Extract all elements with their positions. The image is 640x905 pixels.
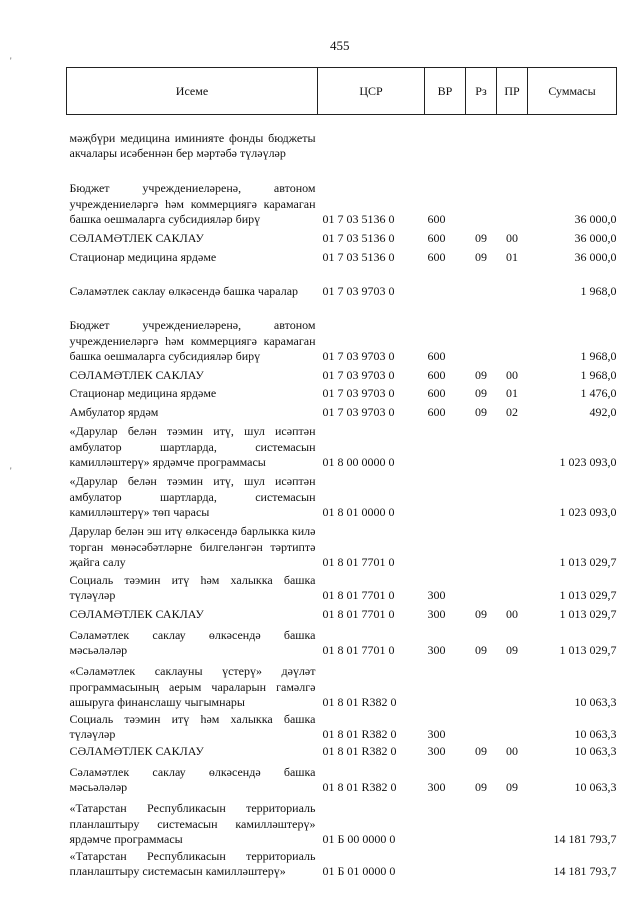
row-sum: 1 968,0 bbox=[580, 284, 617, 298]
row-sum: 14 181 793,7 bbox=[553, 864, 617, 878]
row-rz bbox=[466, 522, 497, 572]
row-sum: 1 013 029,7 bbox=[559, 555, 617, 569]
column-header-sum: Суммасы bbox=[528, 68, 617, 115]
row-csr: 01 Б 00 0000 0 bbox=[322, 832, 396, 846]
row-sum: 36 000,0 bbox=[574, 212, 617, 226]
table-row bbox=[67, 572, 617, 605]
row-rz bbox=[466, 301, 497, 366]
row-rz: 09 bbox=[475, 386, 487, 400]
row-name: Бюджет учреждениеләренә, автоном учреждениеләргә һәм коммерциягә карамаган башка оешмаларга субсидияләр бирү bbox=[69, 181, 316, 226]
row-rz bbox=[466, 267, 497, 301]
row-csr: 01 7 03 9703 0 bbox=[322, 284, 395, 298]
row-csr: 01 8 01 R382 0 bbox=[322, 780, 397, 794]
row-vr bbox=[425, 797, 466, 849]
row-vr: 300 bbox=[427, 744, 446, 758]
row-sum: 1 013 029,7 bbox=[559, 643, 617, 657]
table-row bbox=[67, 605, 617, 624]
page-number: 455 bbox=[330, 38, 350, 53]
row-pr: 00 bbox=[506, 607, 518, 621]
row-rz: 09 bbox=[475, 368, 487, 382]
table-row bbox=[67, 849, 617, 881]
column-header-pr: ПР bbox=[497, 68, 528, 115]
row-name: СӘЛАМӘТЛЕК САКЛАУ bbox=[69, 368, 204, 382]
row-vr: 600 bbox=[427, 368, 446, 382]
row-sum: 1 023 093,0 bbox=[559, 505, 617, 519]
row-csr: 01 8 01 7701 0 bbox=[322, 588, 395, 602]
row-pr: 09 bbox=[506, 643, 518, 657]
row-vr: 600 bbox=[427, 386, 446, 400]
row-vr bbox=[425, 267, 466, 301]
table-row bbox=[67, 403, 617, 422]
row-pr: 00 bbox=[506, 368, 518, 382]
row-name: Сәламәтлек саклау өлкәсендә башка мәсьәләләр bbox=[69, 764, 316, 794]
row-csr: 01 7 03 9703 0 bbox=[322, 386, 395, 400]
row-pr: 01 bbox=[506, 250, 518, 264]
table-row bbox=[67, 267, 617, 301]
table-row bbox=[67, 472, 617, 522]
row-csr: 01 7 03 5136 0 bbox=[322, 231, 395, 245]
row-pr bbox=[497, 422, 528, 472]
row-name: «Дарулар белән тәэмин итү, шул исәптән амбулатор шартларда, системасын камилләштерү» ярдәмче программасы bbox=[69, 424, 316, 469]
row-csr: 01 8 01 0000 0 bbox=[322, 505, 395, 519]
row-csr: 01 7 03 9703 0 bbox=[322, 349, 395, 363]
row-csr: 01 8 01 R382 0 bbox=[322, 695, 397, 709]
row-pr bbox=[497, 522, 528, 572]
row-sum: 36 000,0 bbox=[574, 250, 617, 264]
row-name: «Дарулар белән тәэмин итү, шул исәптән амбулатор шартларда, системасын камилләштерү» төп чарасы bbox=[69, 474, 316, 519]
row-rz: 09 bbox=[475, 643, 487, 657]
row-name: «Сәламәтлек саклауны үстерү» дәүләт программасының аерым чараларын гамәлгә ашыруга финанслашу чыгымнары bbox=[69, 664, 316, 709]
row-pr: 01 bbox=[506, 386, 518, 400]
row-pr bbox=[497, 849, 528, 881]
table-row bbox=[67, 712, 617, 744]
row-rz bbox=[466, 572, 497, 605]
row-vr: 600 bbox=[427, 250, 446, 264]
row-rz bbox=[466, 797, 497, 849]
row-rz bbox=[466, 472, 497, 522]
table-row bbox=[67, 624, 617, 660]
row-sum: 1 013 029,7 bbox=[559, 607, 617, 621]
row-vr: 300 bbox=[427, 727, 446, 741]
row-csr: 01 8 01 7701 0 bbox=[322, 643, 395, 657]
column-header-vr: ВР bbox=[425, 68, 466, 115]
column-header-csr: ЦСР bbox=[318, 68, 425, 115]
row-csr: 01 8 01 7701 0 bbox=[322, 555, 395, 569]
row-sum bbox=[528, 115, 617, 163]
row-pr: 00 bbox=[506, 744, 518, 758]
row-sum: 14 181 793,7 bbox=[553, 832, 617, 846]
row-vr: 300 bbox=[427, 643, 446, 657]
margin-mark: ' bbox=[10, 56, 12, 66]
row-name: Стационар медицина ярдәме bbox=[69, 386, 217, 400]
row-csr: 01 7 03 5136 0 bbox=[322, 212, 395, 226]
row-name: СӘЛАМӘТЛЕК САКЛАУ bbox=[69, 744, 204, 758]
row-rz: 09 bbox=[475, 607, 487, 621]
row-pr bbox=[497, 572, 528, 605]
row-csr: 01 8 00 0000 0 bbox=[322, 455, 395, 469]
table-row bbox=[67, 385, 617, 403]
table-row bbox=[67, 366, 617, 385]
row-csr: 01 Б 01 0000 0 bbox=[322, 864, 396, 878]
row-vr bbox=[425, 522, 466, 572]
row-pr bbox=[497, 301, 528, 366]
row-pr: 09 bbox=[506, 780, 518, 794]
table-row bbox=[67, 660, 617, 712]
row-pr bbox=[497, 115, 528, 163]
row-vr: 300 bbox=[427, 780, 446, 794]
row-rz bbox=[466, 660, 497, 712]
row-name: Социаль тәэмин итү һәм халыкка башка түләүләр bbox=[69, 572, 316, 602]
row-pr bbox=[497, 472, 528, 522]
row-sum: 10 063,3 bbox=[574, 780, 617, 794]
table-row bbox=[67, 229, 617, 248]
table-row bbox=[67, 301, 617, 366]
margin-mark: ' bbox=[10, 466, 12, 476]
row-sum: 1 968,0 bbox=[580, 368, 617, 382]
row-sum: 1 476,0 bbox=[580, 386, 617, 400]
row-vr bbox=[425, 422, 466, 472]
row-pr: 02 bbox=[506, 405, 518, 419]
row-sum: 492,0 bbox=[589, 405, 617, 419]
row-vr: 600 bbox=[427, 231, 446, 245]
table-row bbox=[67, 797, 617, 849]
row-rz: 09 bbox=[475, 250, 487, 264]
table-row bbox=[67, 761, 617, 797]
row-sum: 1 968,0 bbox=[580, 349, 617, 363]
budget-table bbox=[66, 67, 617, 881]
row-sum: 10 063,3 bbox=[574, 727, 617, 741]
row-name: Стационар медицина ярдәме bbox=[69, 250, 217, 264]
row-name: СӘЛАМӘТЛЕК САКЛАУ bbox=[69, 607, 204, 621]
column-header-rz: Рз bbox=[466, 68, 497, 115]
row-vr: 300 bbox=[427, 607, 446, 621]
table-row bbox=[67, 422, 617, 472]
row-rz: 09 bbox=[475, 231, 487, 245]
row-rz bbox=[466, 163, 497, 229]
row-vr: 600 bbox=[427, 405, 446, 419]
table-row bbox=[67, 115, 617, 163]
row-rz bbox=[466, 712, 497, 744]
row-pr bbox=[497, 712, 528, 744]
table-row bbox=[67, 522, 617, 572]
row-rz: 09 bbox=[475, 744, 487, 758]
row-rz: 09 bbox=[475, 780, 487, 794]
row-vr bbox=[425, 849, 466, 881]
row-name: «Татарстан Республикасын территориаль планлаштыру системасын камилләштерү» bbox=[69, 848, 316, 878]
row-name: Социаль тәэмин итү һәм халыкка башка түләүләр bbox=[69, 711, 316, 741]
row-csr: 01 7 03 9703 0 bbox=[322, 405, 395, 419]
row-pr: 00 bbox=[506, 231, 518, 245]
row-csr bbox=[318, 115, 425, 163]
row-csr: 01 8 01 R382 0 bbox=[322, 727, 397, 741]
table-row bbox=[67, 744, 617, 761]
row-csr: 01 8 01 7701 0 bbox=[322, 607, 395, 621]
row-rz bbox=[466, 422, 497, 472]
row-csr: 01 7 03 9703 0 bbox=[322, 368, 395, 382]
row-vr bbox=[425, 472, 466, 522]
row-vr: 300 bbox=[427, 588, 446, 602]
row-pr bbox=[497, 797, 528, 849]
row-vr bbox=[425, 115, 466, 163]
row-rz: 09 bbox=[475, 405, 487, 419]
table-header-row bbox=[67, 68, 617, 115]
row-name: Бюджет учреждениеләренә, автоном учреждениеләргә һәм коммерциягә карамаган башка оешмаларга субсидияләр бирү bbox=[69, 318, 316, 363]
row-name: Дарулар белән эш итү өлкәсендә барлыкка килә торган мөнәсәбәтләрне билгеләнгән тәртиптә җайга салу bbox=[69, 524, 316, 569]
row-name: СӘЛАМӘТЛЕК САКЛАУ bbox=[69, 231, 204, 245]
row-sum: 1 023 093,0 bbox=[559, 455, 617, 469]
row-name: Амбулатор ярдәм bbox=[69, 405, 159, 419]
row-csr: 01 7 03 5136 0 bbox=[322, 250, 395, 264]
row-rz bbox=[466, 115, 497, 163]
table-row bbox=[67, 163, 617, 229]
row-vr bbox=[425, 660, 466, 712]
row-name: мәҗбүри медицина иминияте фонды бюджеты акчалары исәбеннән бер мәртәбә түләүләр bbox=[69, 130, 316, 160]
row-name: «Татарстан Республикасын территориаль планлаштыру системасын камилләштерү» ярдәмче программасы bbox=[69, 801, 316, 846]
table-row bbox=[67, 248, 617, 267]
row-pr bbox=[497, 660, 528, 712]
row-pr bbox=[497, 163, 528, 229]
column-header-name: Исеме bbox=[67, 68, 318, 115]
row-sum: 10 063,3 bbox=[574, 744, 617, 758]
row-vr: 600 bbox=[427, 349, 446, 363]
row-sum: 10 063,3 bbox=[574, 695, 617, 709]
row-sum: 36 000,0 bbox=[574, 231, 617, 245]
row-name: Сәламәтлек саклау өлкәсендә башка чаралар bbox=[69, 284, 299, 298]
row-vr: 600 bbox=[427, 212, 446, 226]
row-sum: 1 013 029,7 bbox=[559, 588, 617, 602]
row-rz bbox=[466, 849, 497, 881]
row-name: Сәламәтлек саклау өлкәсендә башка мәсьәләләр bbox=[69, 627, 316, 657]
row-pr bbox=[497, 267, 528, 301]
row-csr: 01 8 01 R382 0 bbox=[322, 744, 397, 758]
